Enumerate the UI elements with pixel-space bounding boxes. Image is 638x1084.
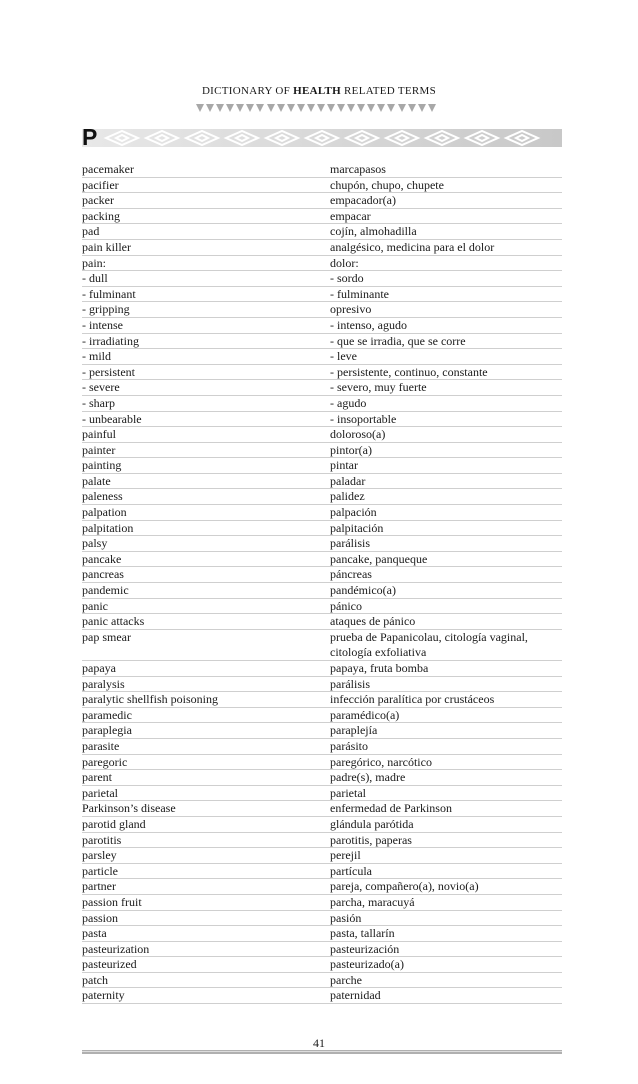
entry-row — [82, 911, 562, 927]
entry-translation: padre(s), madre — [330, 770, 406, 785]
entry-term: painting — [82, 458, 122, 473]
header-suffix: RELATED TERMS — [340, 85, 437, 97]
entry-row — [82, 474, 562, 490]
entry-row — [82, 567, 562, 583]
entry-row — [82, 271, 562, 287]
entry-row — [82, 614, 562, 630]
entry-row — [82, 302, 562, 318]
entry-row — [82, 848, 562, 864]
entry-row — [82, 162, 562, 178]
entry-translation: páncreas — [330, 567, 372, 582]
entry-row — [82, 240, 562, 256]
entry-translation: pintar — [330, 458, 358, 473]
entry-term: papaya — [82, 661, 116, 675]
ornament-triangle — [226, 104, 234, 112]
ornament-triangle — [367, 104, 375, 112]
entry-translation: cojín, almohadilla — [330, 224, 417, 239]
entry-translation: pánico — [330, 598, 362, 613]
entry-translation: - persistente, continuo, constante — [330, 364, 488, 379]
entry-translation: - agudo — [330, 395, 367, 410]
entry-translation: palpitación — [330, 520, 384, 535]
entry-term: palate — [82, 473, 111, 488]
entry-term: painter — [82, 442, 116, 457]
entry-translation: marcapasos — [330, 162, 386, 176]
entry-row — [82, 427, 562, 443]
entry-translation: paramédico(a) — [330, 707, 400, 722]
entry-row — [82, 833, 562, 849]
entry-term: parotid gland — [82, 816, 146, 831]
entry-term: partner — [82, 879, 116, 894]
section-letter: P — [82, 124, 98, 150]
entry-term: panic attacks — [82, 614, 145, 629]
entry-translation: empacador(a) — [330, 193, 396, 208]
entry-term: - irradiating — [82, 333, 139, 348]
entry-row — [82, 412, 562, 428]
entry-translation: empacar — [330, 208, 371, 223]
entry-term: Parkinson’s disease — [82, 801, 176, 816]
ornament-triangle — [246, 104, 254, 112]
entry-row — [82, 957, 562, 973]
entry-term: - unbearable — [82, 411, 142, 426]
ornament-triangle — [216, 104, 224, 112]
footer-rule — [82, 1050, 562, 1054]
entry-translation: prueba de Papanicolau, citología vaginal, citología exfoliativa — [330, 629, 528, 659]
entry-term: paralysis — [82, 676, 125, 691]
entry-translation: - intenso, agudo — [330, 317, 407, 332]
entry-term: paternity — [82, 988, 125, 1003]
entry-term: pasteurized — [82, 957, 137, 972]
entry-translation: paregórico, narcótico — [330, 754, 432, 769]
entry-term: palpitation — [82, 520, 134, 535]
ornament-triangle — [418, 104, 426, 112]
entry-translation: parálisis — [330, 536, 370, 551]
entry-row — [82, 786, 562, 802]
entry-translation: - que se irradia, que se corre — [330, 333, 466, 348]
entry-translation: parietal — [330, 785, 366, 800]
ornament-triangle — [377, 104, 385, 112]
entry-row — [82, 193, 562, 209]
entry-term: particle — [82, 863, 118, 878]
entry-translation: doloroso(a) — [330, 427, 386, 442]
entry-translation: - fulminante — [330, 286, 389, 301]
entry-row — [82, 224, 562, 240]
entry-translation: palpación — [330, 505, 377, 520]
entry-term: - sharp — [82, 395, 115, 410]
entry-translation: pasta, tallarín — [330, 926, 395, 941]
header-prefix: DICTIONARY OF — [201, 85, 294, 97]
entry-row — [82, 817, 562, 833]
entry-translation: parche — [330, 972, 362, 987]
entry-term: paralytic shellfish poisoning — [82, 692, 218, 707]
entry-row — [82, 926, 562, 942]
entry-translation: parálisis — [330, 676, 370, 691]
ornament-triangle — [256, 104, 264, 112]
entry-term: parietal — [82, 785, 118, 800]
entry-term: - intense — [82, 317, 123, 332]
entry-row — [82, 770, 562, 786]
entry-translation: pareja, compañero(a), novio(a) — [330, 879, 479, 894]
entry-row — [82, 396, 562, 412]
entry-row — [82, 988, 562, 1004]
ornament-triangle — [347, 104, 355, 112]
entry-term: parsley — [82, 848, 117, 863]
entry-term: pasteurization — [82, 941, 150, 956]
ornament-triangle — [327, 104, 335, 112]
entry-row — [82, 879, 562, 895]
entry-term: pap smear — [82, 629, 131, 644]
entry-translation: parotitis, paperas — [330, 832, 412, 847]
entry-term: palsy — [82, 536, 108, 551]
entry-term: paramedic — [82, 707, 132, 722]
entry-term: pasta — [82, 926, 107, 941]
entry-row — [82, 630, 562, 661]
page-number: 41 — [313, 1036, 325, 1050]
entry-translation: - sordo — [330, 271, 364, 286]
entry-row — [82, 723, 562, 739]
entry-row — [82, 489, 562, 505]
ornament-triangle — [387, 104, 395, 112]
entry-row — [82, 536, 562, 552]
entry-term: patch — [82, 972, 108, 987]
entry-translation: pintor(a) — [330, 442, 372, 457]
entry-term: paraplegia — [82, 723, 132, 738]
band-ornament — [82, 127, 562, 149]
entry-term: pacifier — [82, 177, 119, 192]
entry-row — [82, 380, 562, 396]
entry-term: - severe — [82, 380, 120, 395]
entry-translation: - severo, muy fuerte — [330, 380, 427, 395]
entry-row — [82, 318, 562, 334]
entry-translation: - insoportable — [330, 411, 397, 426]
entry-row — [82, 521, 562, 537]
ornament-triangle — [236, 104, 244, 112]
entry-translation: pasteurizado(a) — [330, 957, 404, 972]
entry-row — [82, 365, 562, 381]
entry-term: pancake — [82, 551, 122, 566]
entry-row — [82, 349, 562, 365]
entry-term: parotitis — [82, 832, 122, 847]
entry-row — [82, 209, 562, 225]
ornament-triangle — [428, 104, 436, 112]
entry-term: passion — [82, 910, 118, 925]
entry-translation: opresivo — [330, 302, 372, 317]
entry-term: pacemaker — [82, 162, 134, 176]
entry-row — [82, 739, 562, 755]
ornament-triangle — [287, 104, 295, 112]
entry-term: pain: — [82, 255, 106, 270]
entry-translation: palidez — [330, 489, 365, 504]
entry-translation: enfermedad de Parkinson — [330, 801, 452, 816]
entry-row — [82, 864, 562, 880]
entry-translation: pandémico(a) — [330, 583, 396, 598]
entry-translation: paternidad — [330, 988, 381, 1003]
ornament-triangle — [337, 104, 345, 112]
entry-term: packer — [82, 193, 114, 208]
entry-row — [82, 458, 562, 474]
entry-row — [82, 287, 562, 303]
entry-term: - fulminant — [82, 286, 136, 301]
ornament-triangle — [317, 104, 325, 112]
entry-translation: glándula parótida — [330, 816, 414, 831]
entry-term: panic — [82, 598, 108, 613]
entry-term: - gripping — [82, 302, 130, 317]
entry-translation: analgésico, medicina para el dolor — [330, 239, 495, 254]
header-ornament — [196, 104, 436, 114]
ornament-triangle — [307, 104, 315, 112]
entry-translation: infección paralítica por crustáceos — [330, 692, 495, 707]
ornament-triangle — [408, 104, 416, 112]
entry-term: pancreas — [82, 567, 124, 582]
entry-row — [82, 942, 562, 958]
entry-term: paleness — [82, 489, 123, 504]
entry-row — [82, 599, 562, 615]
entry-term: packing — [82, 208, 120, 223]
entry-term: painful — [82, 427, 116, 442]
entry-row — [82, 443, 562, 459]
entry-translation: paladar — [330, 473, 366, 488]
entry-row — [82, 895, 562, 911]
entry-term: parent — [82, 770, 112, 785]
ornament-triangle — [267, 104, 275, 112]
page-header — [0, 85, 638, 97]
entry-row — [82, 552, 562, 568]
entry-term: - mild — [82, 349, 111, 364]
entry-row — [82, 178, 562, 194]
entry-translation: paraplejía — [330, 723, 378, 738]
entry-translation: partícula — [330, 863, 372, 878]
entry-translation: parcha, maracuyá — [330, 894, 415, 909]
entry-translation: - leve — [330, 349, 357, 364]
entry-row — [82, 708, 562, 724]
entry-term: parasite — [82, 738, 120, 753]
ornament-triangle — [297, 104, 305, 112]
entry-translation: pasión — [330, 910, 362, 925]
ornament-triangle — [277, 104, 285, 112]
entry-term: pain killer — [82, 239, 131, 254]
entry-row — [82, 661, 562, 677]
ornament-triangle — [398, 104, 406, 112]
entry-term: paregoric — [82, 754, 128, 769]
entry-row — [82, 801, 562, 817]
entry-row — [82, 583, 562, 599]
entry-term: pad — [82, 224, 100, 239]
entry-row — [82, 973, 562, 989]
entry-translation: ataques de pánico — [330, 614, 416, 629]
entry-translation: dolor: — [330, 255, 359, 270]
entry-row — [82, 755, 562, 771]
entry-row — [82, 256, 562, 272]
entry-list — [82, 162, 562, 1004]
entry-translation: chupón, chupo, chupete — [330, 177, 444, 192]
entry-term: - persistent — [82, 364, 135, 379]
entry-translation: pasteurización — [330, 941, 400, 956]
entry-row — [82, 677, 562, 693]
entry-term: - dull — [82, 271, 108, 286]
entry-translation: papaya, fruta bomba — [330, 661, 429, 675]
entry-translation: perejil — [330, 848, 361, 863]
entry-row — [82, 692, 562, 708]
ornament-triangle — [206, 104, 214, 112]
entry-row — [82, 505, 562, 521]
entry-translation: pancake, panqueque — [330, 551, 428, 566]
entry-term: passion fruit — [82, 894, 142, 909]
ornament-triangle — [196, 104, 204, 112]
header-bold: HEALTH — [293, 85, 341, 97]
entry-term: palpation — [82, 505, 127, 520]
entry-term: pandemic — [82, 583, 129, 598]
entry-row — [82, 334, 562, 350]
ornament-triangle — [357, 104, 365, 112]
entry-translation: parásito — [330, 738, 368, 753]
section-band — [82, 127, 562, 149]
